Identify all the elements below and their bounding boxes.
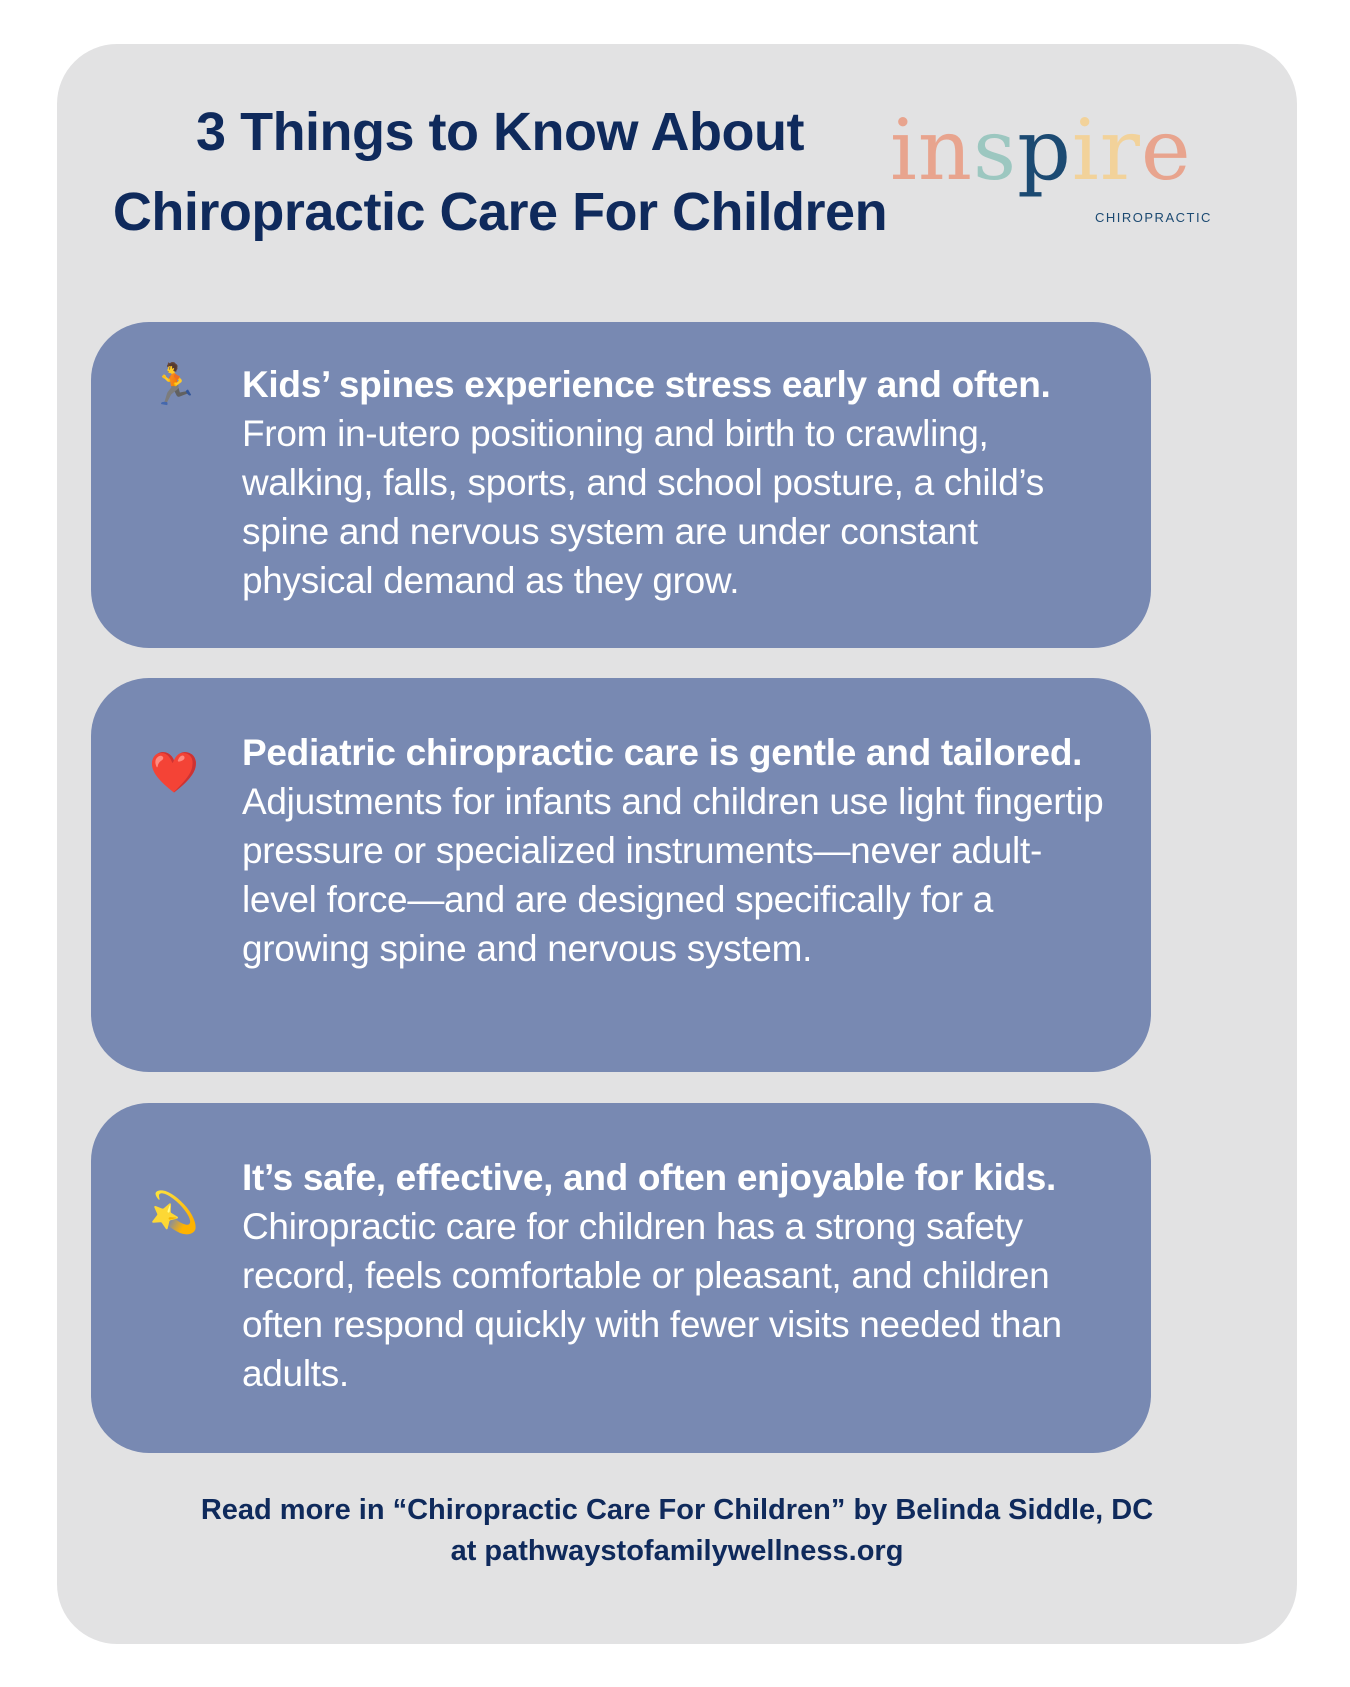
point-text-2 bbox=[242, 728, 1112, 973]
point-heading-2: Pediatric chiropractic care is gentle and tailored. bbox=[242, 732, 1083, 773]
logo-wordmark bbox=[890, 100, 1192, 200]
dizzy-star-icon: 💫 bbox=[149, 1191, 199, 1235]
citation-line-1: Read more in “Chiropractic Care For Children” by Belinda Siddle, DC bbox=[200, 1494, 1154, 1526]
point-text-3 bbox=[242, 1153, 1112, 1398]
point-body-1: From in-utero positioning and birth to crawling, walking, falls, sports, and school posture, a child’s spine and nervous system are under constant physical demand as they grow. bbox=[242, 413, 1044, 601]
point-card-2 bbox=[91, 678, 1151, 1072]
title-line-1: 3 Things to Know About bbox=[196, 102, 804, 162]
inspire-chiropractic-logo bbox=[890, 100, 1212, 250]
logo-letter: s bbox=[972, 101, 1018, 199]
point-body-2: Adjustments for infants and children use light fingertip pressure or specialized instruments—never adult-level force—and are designed specifically for a growing spine and nervous system. bbox=[242, 781, 1104, 969]
point-text-1 bbox=[242, 360, 1112, 605]
red-heart-icon: ❤️ bbox=[149, 751, 199, 795]
logo-letter: i bbox=[1071, 101, 1100, 199]
citation-website: at pathwaystofamilywellness.org bbox=[450, 1535, 904, 1567]
logo-subtitle: CHIROPRACTIC bbox=[1095, 210, 1212, 225]
point-card-3 bbox=[91, 1103, 1151, 1453]
title-line-2: Chiropractic Care For Children bbox=[112, 182, 888, 242]
logo-letter: e bbox=[1140, 101, 1192, 199]
point-body-3: Chiropractic care for children has a strong safety record, feels comfortable or pleasant, and children often respond quickly with fewer visits needed than adults. bbox=[242, 1206, 1062, 1394]
point-card-1 bbox=[91, 322, 1151, 648]
point-heading-3: It’s safe, effective, and often enjoyable for kids. bbox=[242, 1157, 1057, 1198]
running-person-icon: 🏃 bbox=[149, 363, 199, 407]
point-heading-1: Kids’ spines experience stress early and often. bbox=[242, 364, 1051, 405]
logo-letter: n bbox=[917, 101, 973, 199]
source-citation bbox=[57, 1490, 1297, 1572]
logo-letter: i bbox=[890, 101, 918, 199]
page-title bbox=[70, 92, 930, 252]
logo-letter: p bbox=[1017, 101, 1072, 199]
logo-letter: r bbox=[1099, 101, 1141, 199]
